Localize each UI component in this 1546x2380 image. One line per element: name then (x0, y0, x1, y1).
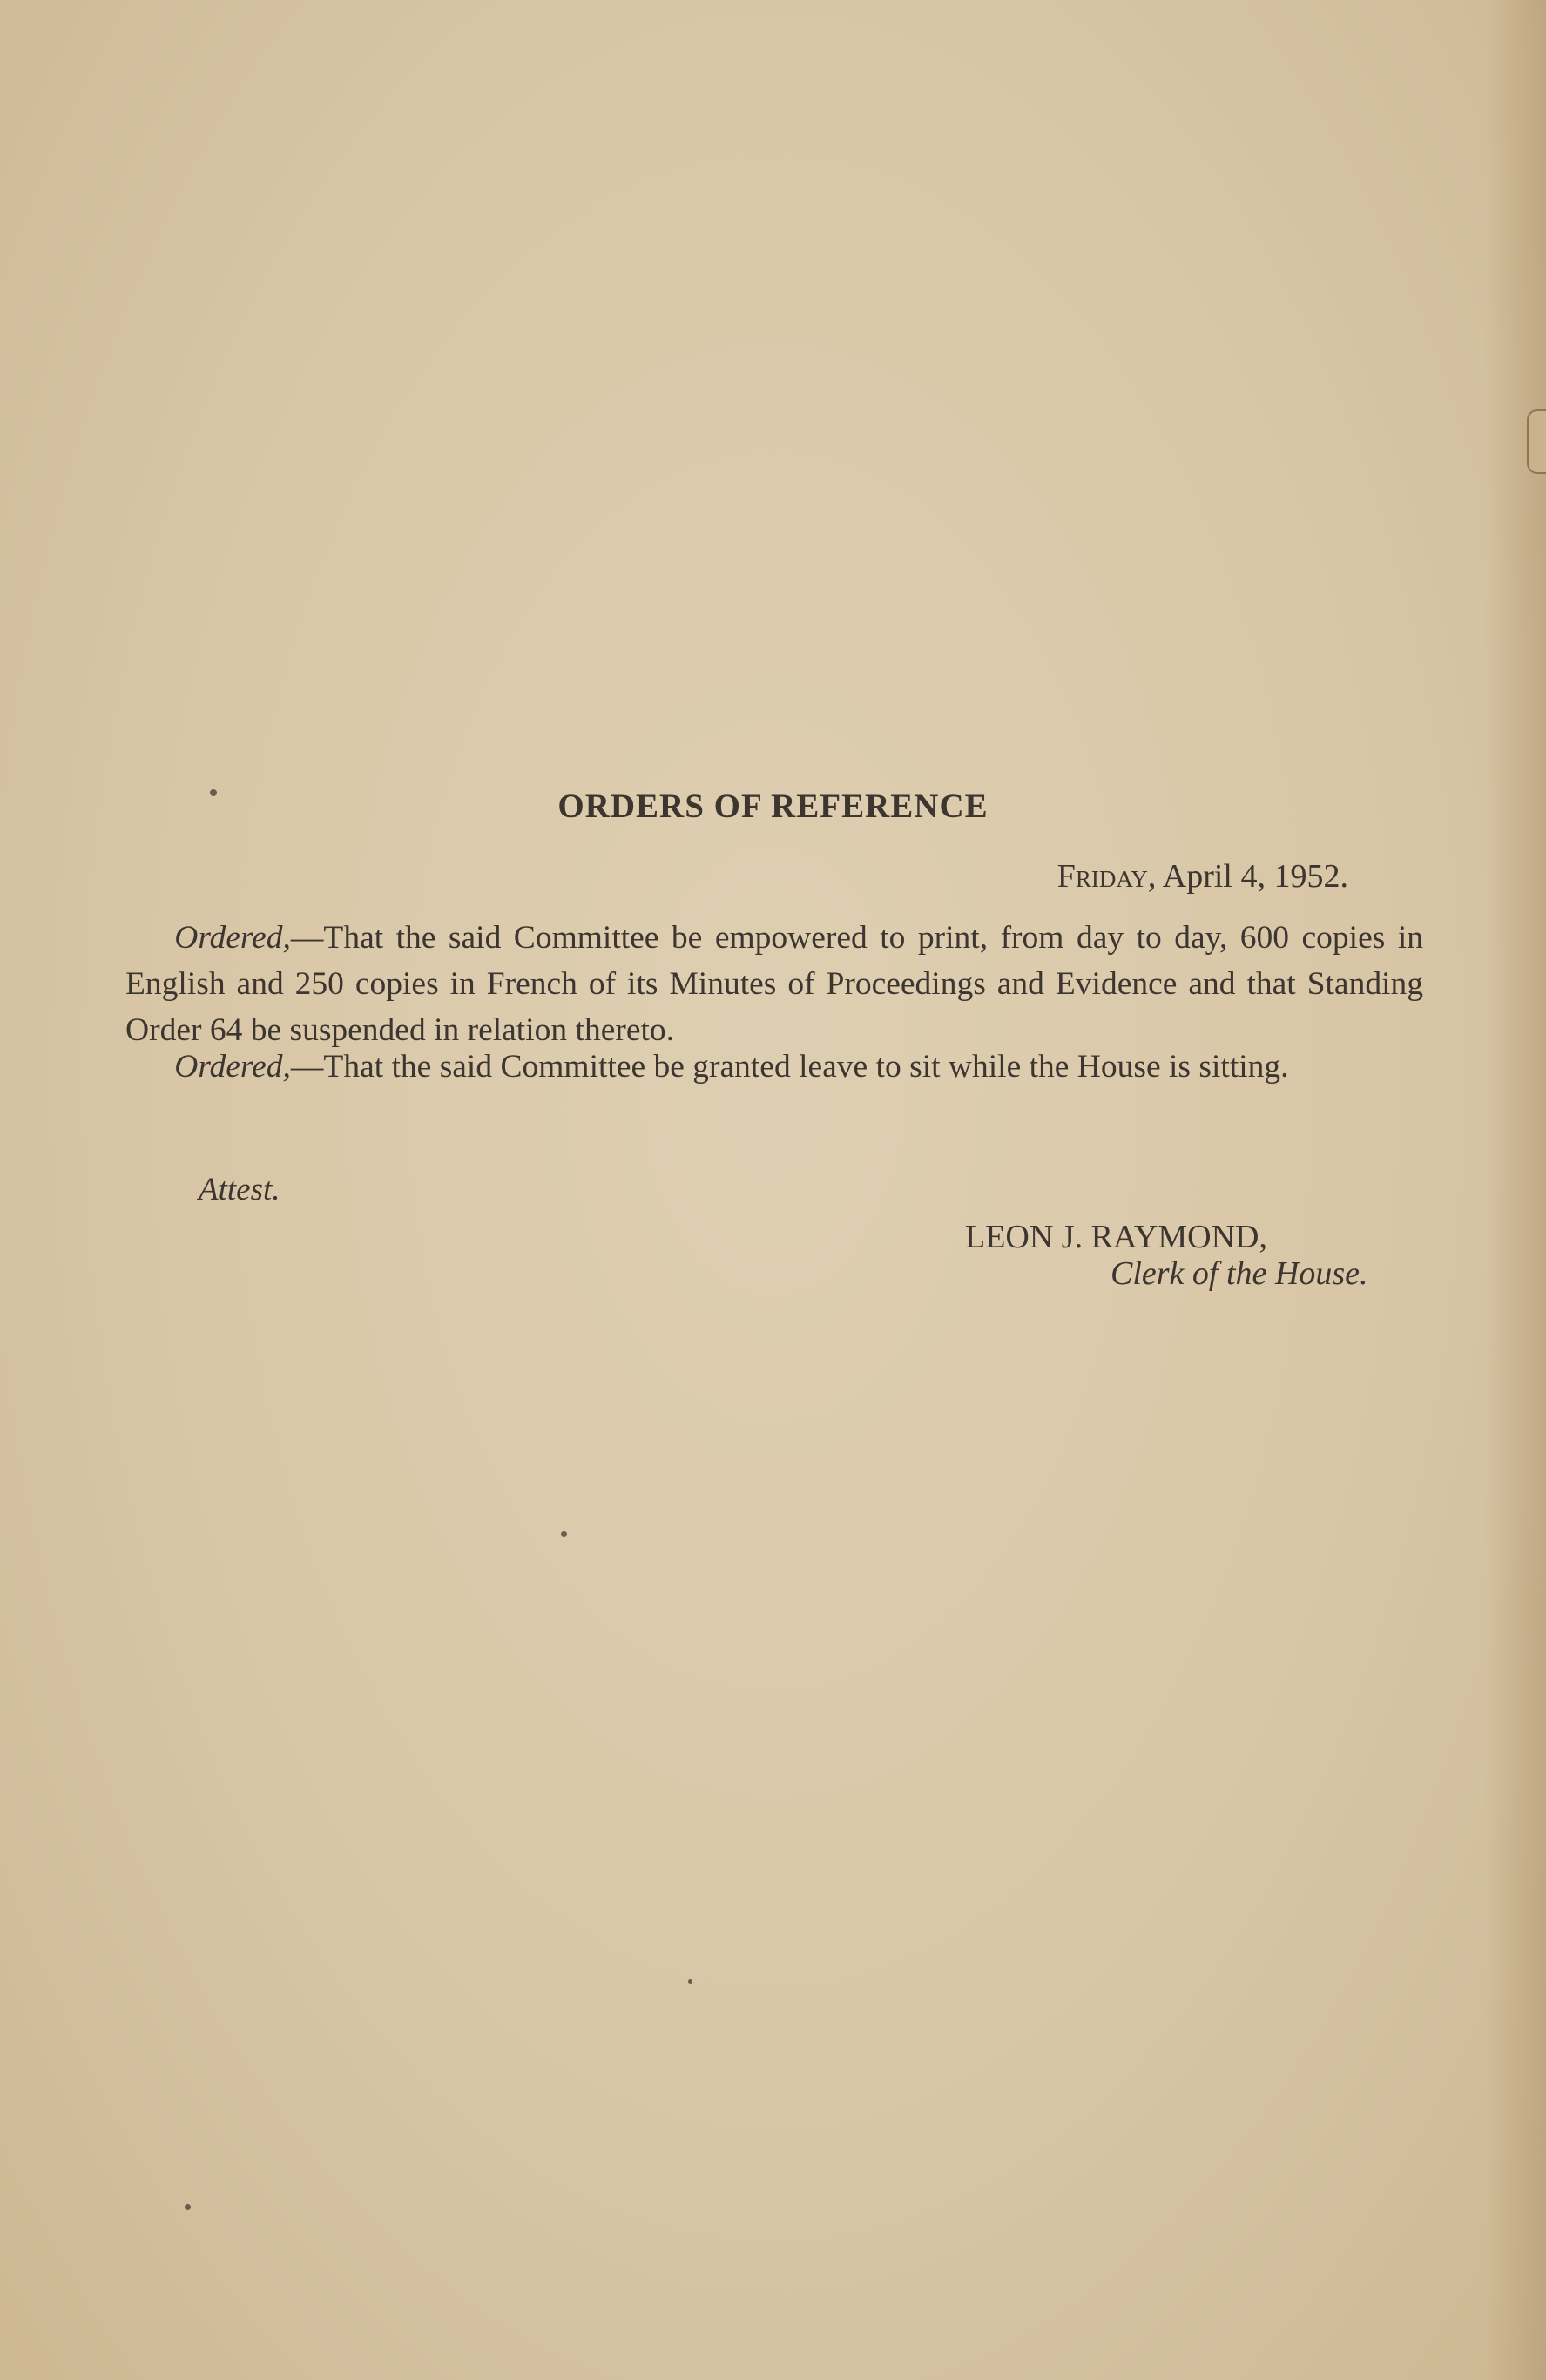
order-text: —That the said Committee be empowered to print, from day to day, 600 copies in English and 250 copies in French of its Minutes of Proceedings and Evidence and that Standing Order 64 be suspended in relation thereto. (125, 920, 1423, 1048)
signer-title: Clerk of the House. (1111, 1255, 1368, 1292)
page-edge-notch (1527, 409, 1546, 474)
order-lead: Ordered, (174, 920, 291, 956)
date-weekday: Friday (1057, 858, 1148, 895)
date-line (0, 857, 1348, 896)
signer-name: LEON J. RAYMOND, (965, 1219, 1267, 1255)
order-paragraph (125, 1044, 1423, 1090)
page-edge-shadow (1485, 0, 1546, 2380)
order-paragraph (125, 915, 1423, 1053)
document-heading: ORDERS OF REFERENCE (557, 788, 989, 825)
order-text: —That the said Committee be granted leave to sit while the House is sitting. (290, 1049, 1289, 1085)
ink-speck (561, 1531, 567, 1537)
date-rest: , April 4, 1952. (1147, 858, 1348, 895)
ink-speck (185, 2204, 191, 2210)
attest-label: Attest. (199, 1172, 280, 1207)
order-lead: Ordered, (174, 1049, 291, 1085)
ink-speck (688, 1979, 692, 1984)
